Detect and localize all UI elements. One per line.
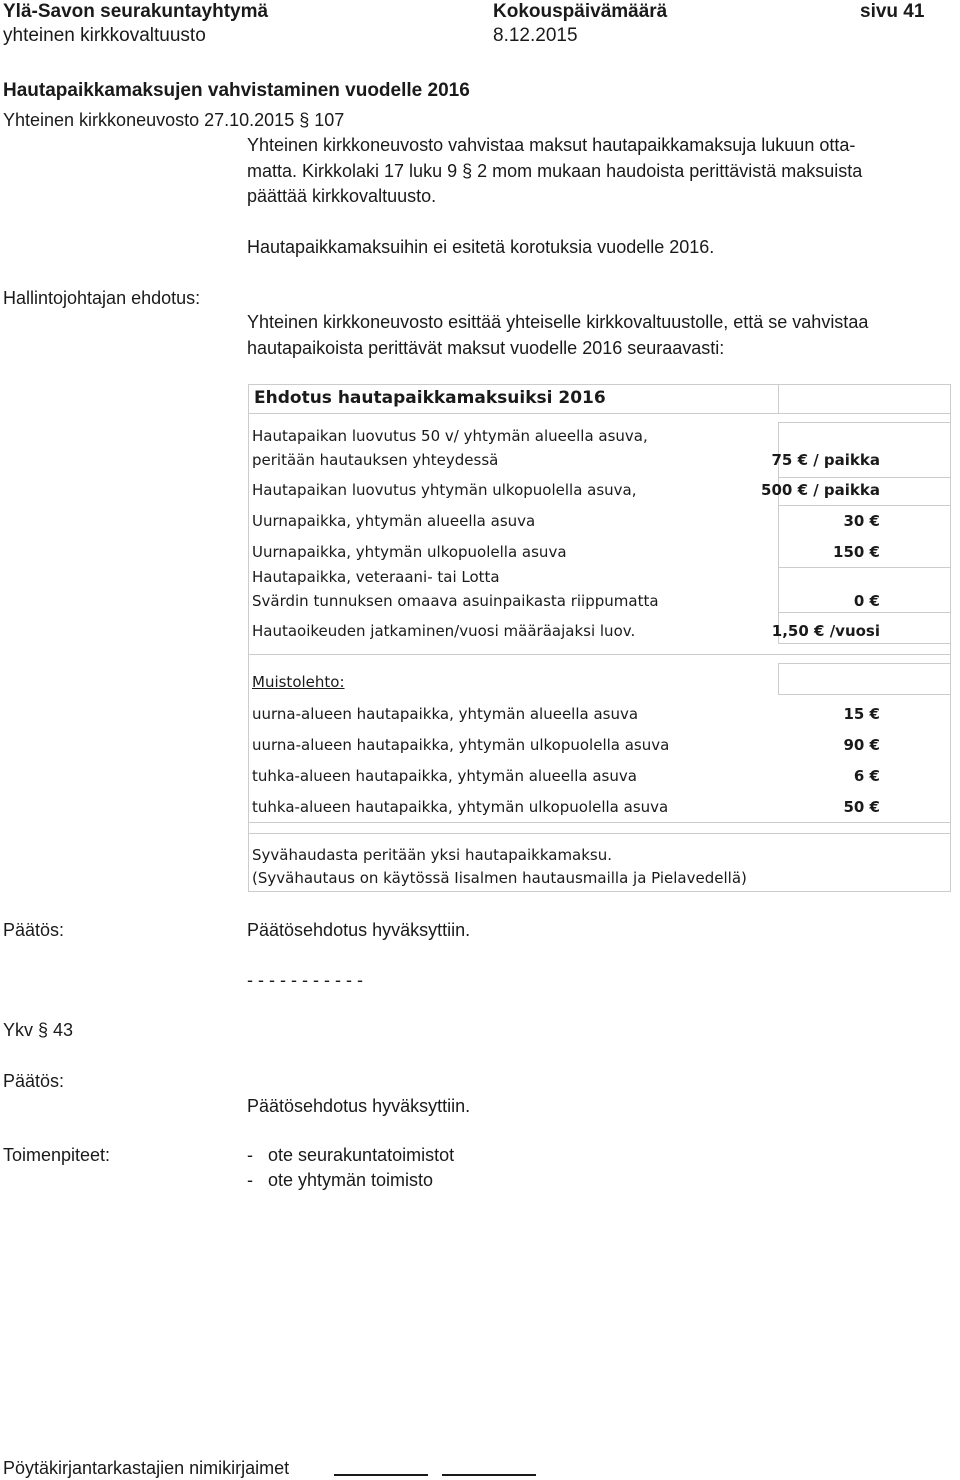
intro-line-2: matta. Kirkkolaki 17 luku 9 § 2 mom mukaan haudoista perittävistä maksuista [247, 161, 863, 181]
proposal-line-2: hautapaikoista perittävät maksut vuodelle 2016 seuraavasti: [247, 338, 725, 358]
action-item-1: - ote seurakuntatoimistot [247, 1145, 455, 1165]
decision-1-label: Päätös: [3, 920, 65, 940]
no-increase-note: Hautapaikkamaksuihin ei esitetä korotuksia vuodelle 2016. [247, 237, 715, 257]
header-date: 8.12.2015 [493, 25, 578, 46]
fee-row-5-line-2: Svärdin tunnuksen omaava asuinpaikasta riippumatta [252, 592, 659, 610]
intro-line-3: päättää kirkkovaltuusto. [247, 186, 437, 206]
page-title: Hautapaikkamaksujen vahvistaminen vuodelle 2016 [3, 80, 470, 101]
memo-label: Muistolehto: [252, 673, 345, 691]
header-page: sivu 41 [860, 1, 925, 22]
footnote-line-2: (Syvähautaus on käytössä Iisalmen hautausmailla ja Pielavedellä) [252, 869, 747, 887]
table-heading: Ehdotus hautapaikkamaksuiksi 2016 [254, 388, 606, 408]
header-date-label: Kokouspäivämäärä [493, 1, 668, 22]
footer-label: Pöytäkirjantarkastajien nimikirjaimet [3, 1458, 290, 1478]
intro-line-1: Yhteinen kirkkoneuvosto vahvistaa maksut hautapaikkamaksuja lukuun otta- [247, 135, 856, 155]
reference-line: Yhteinen kirkkoneuvosto 27.10.2015 § 107 [3, 110, 345, 130]
fee-row-4-label: Uurnapaikka, yhtymän ulkopuolella asuva [252, 543, 567, 561]
actions-label: Toimenpiteet: [3, 1145, 111, 1165]
signature-line-1 [334, 1474, 428, 1476]
fee-row-5-value: 0 € [853, 592, 880, 610]
fee-row-1-line-1: Hautapaikan luovutus 50 v/ yhtymän alueella asuva, [252, 427, 648, 445]
footnote-line-1: Syvähaudasta peritään yksi hautapaikkamaksu. [252, 846, 613, 864]
decision-1-text: Päätösehdotus hyväksyttiin. [247, 920, 471, 940]
signature-line-2 [442, 1474, 536, 1476]
memo-row-4-label: tuhka-alueen hautapaikka, yhtymän ulkopuolella asuva [252, 798, 669, 816]
fee-row-1-value: 75 € / paikka [771, 451, 880, 469]
memo-row-1-label: uurna-alueen hautapaikka, yhtymän alueella asuva [252, 705, 639, 723]
decision-2-text: Päätösehdotus hyväksyttiin. [247, 1096, 471, 1116]
memo-row-3-label: tuhka-alueen hautapaikka, yhtymän alueella asuva [252, 767, 637, 785]
fee-row-6-value: 1,50 € /vuosi [771, 622, 880, 640]
fee-row-2-label: Hautapaikan luovutus yhtymän ulkopuolella asuva, [252, 481, 637, 499]
fee-row-5-line-1: Hautapaikka, veteraani- tai Lotta [252, 568, 500, 586]
ykv-section: Ykv § 43 [3, 1020, 74, 1040]
decision-2-label: Päätös: [3, 1071, 65, 1091]
header-org: Ylä-Savon seurakuntayhtymä [3, 1, 269, 22]
header-body: yhteinen kirkkovaltuusto [3, 25, 206, 46]
memo-row-2-value: 90 € [843, 736, 880, 754]
memo-row-1-value: 15 € [843, 705, 880, 723]
separator: - - - - - - - - - - - [247, 970, 363, 990]
fee-row-6-label: Hautaoikeuden jatkaminen/vuosi määräajaksi luov. [252, 622, 636, 640]
proposal-label: Hallintojohtajan ehdotus: [3, 288, 201, 308]
fee-row-3-value: 30 € [843, 512, 880, 530]
fee-row-1-line-2: peritään hautauksen yhteydessä [252, 451, 499, 469]
fee-row-3-label: Uurnapaikka, yhtymän alueella asuva [252, 512, 536, 530]
memo-row-4-value: 50 € [843, 798, 880, 816]
memo-row-3-value: 6 € [853, 767, 880, 785]
memo-row-2-label: uurna-alueen hautapaikka, yhtymän ulkopuolella asuva [252, 736, 670, 754]
action-item-2: - ote yhtymän toimisto [247, 1170, 434, 1190]
fee-row-2-value: 500 € / paikka [761, 481, 880, 499]
proposal-line-1: Yhteinen kirkkoneuvosto esittää yhteiselle kirkkovaltuustolle, että se vahvistaa [247, 312, 869, 332]
fee-row-4-value: 150 € [833, 543, 880, 561]
